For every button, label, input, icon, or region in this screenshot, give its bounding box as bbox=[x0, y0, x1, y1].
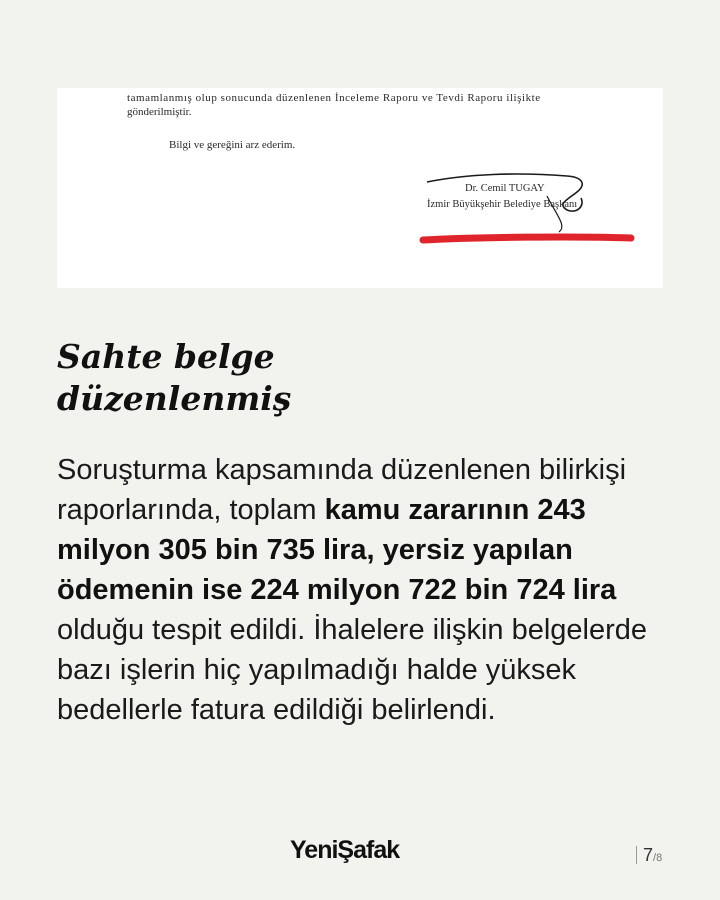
headline-line: düzenlenmiş bbox=[57, 379, 292, 418]
page-current: 7 bbox=[643, 845, 654, 865]
signer-title: İzmir Büyükşehir Belediye Başkanı bbox=[427, 199, 578, 210]
body-text-regular: olduğu tespit edildi. İhalelere ilişkin belgelerde bazı işlerin hiç yapılmadığı halde yüksek bedellerle fatura edildiği belirlendi. bbox=[57, 614, 648, 726]
body-paragraph bbox=[57, 450, 677, 730]
signer-name: Dr. Cemil TUGAY bbox=[465, 183, 545, 194]
document-closing: Bilgi ve gereğini arz ederim. bbox=[169, 139, 296, 151]
document-image bbox=[57, 88, 663, 288]
document-line: tamamlanmış olup sonucunda düzenlenen İnceleme Raporu ve Tevdi Raporu ilişikte bbox=[127, 92, 541, 104]
red-highlight-underline bbox=[417, 228, 637, 248]
body-text-regular: Soruşturma kapsamında düzenlenen bilirkişi raporlarında, toplam bbox=[57, 454, 627, 526]
document-line: gönderilmiştir. bbox=[127, 106, 192, 118]
body-text-bold: kamu zararının 243 milyon 305 bin 735 lira, yersiz yapılan ödemenin ise 224 milyon 722 bin 724 lira bbox=[57, 494, 617, 606]
page-divider bbox=[636, 846, 637, 864]
page-indicator bbox=[636, 845, 662, 866]
page-total: /8 bbox=[653, 852, 663, 864]
headline bbox=[57, 336, 657, 420]
brand-logo: YeniŞafak bbox=[290, 836, 400, 864]
headline-line: Sahte belge bbox=[57, 337, 275, 376]
